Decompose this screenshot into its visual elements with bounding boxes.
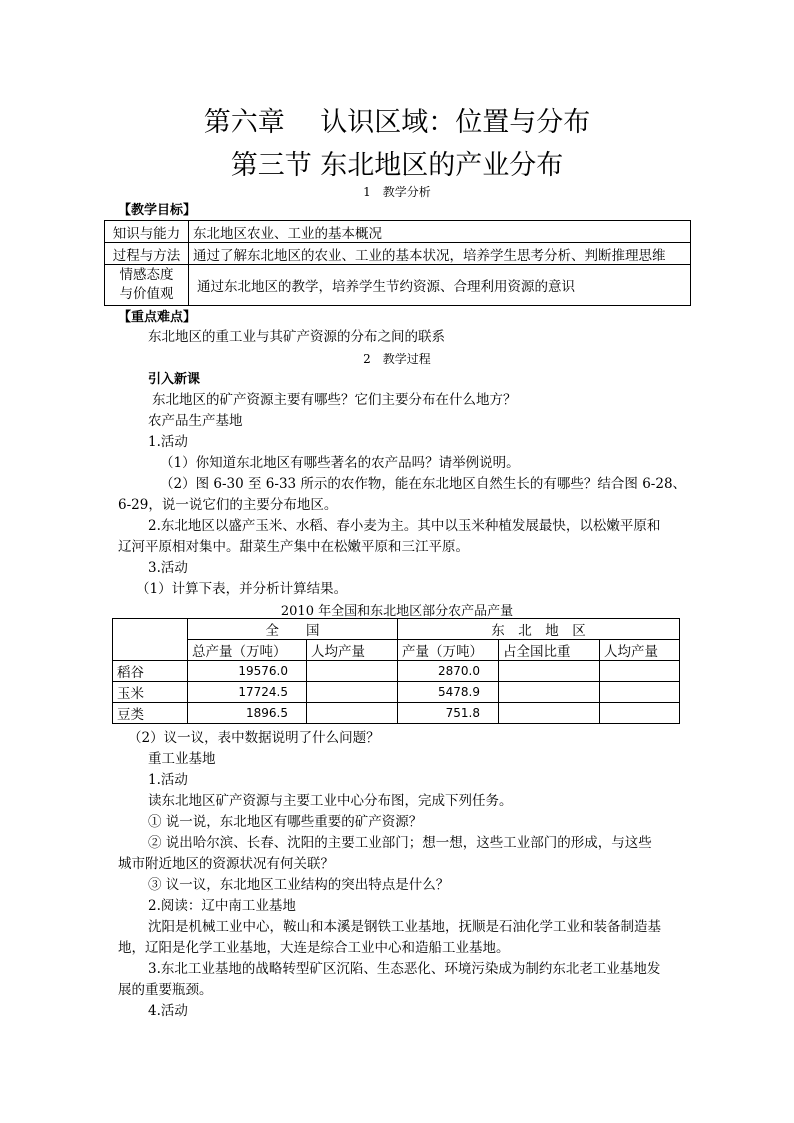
key-heading: 【重点难点】: [118, 310, 197, 325]
paragraph: 3.东北工业基地的战略转型矿区沉陷、生态恶化、环境污染成为制约东北老工业基地发: [148, 961, 661, 977]
table-row: [105, 265, 691, 306]
task-item: ② 说出哈尔滨、长春、沈阳的主要工业部门；想一想，这些工业部门的形成，与这些: [148, 835, 652, 851]
table-row: [113, 682, 680, 703]
empty-cell: [307, 661, 398, 682]
paragraph-cont: 展的重要瓶颈。: [118, 982, 213, 998]
activity-question: （2）图 6-30 至 6-33 所示的农作物，能在东北地区自然生长的有哪些？结合图 6-28、: [160, 476, 687, 492]
goal-label: [105, 265, 189, 306]
part-heading-process: 2 教学过程: [363, 352, 431, 366]
section-title: 第三节 东北地区的产业分布: [230, 150, 564, 181]
intro-heading: 引入新课: [148, 372, 201, 387]
national-output-cell: 19576.0: [188, 661, 307, 682]
intro-question: 东北地区的矿产资源主要有哪些？它们主要分布在什么地方？: [152, 392, 517, 408]
activity-question: （2）议一议，表中数据说明了什么问题？: [128, 730, 380, 746]
paragraph-cont: 地，辽阳是化学工业基地，大连是综合工业中心和造船工业基地。: [118, 940, 510, 956]
goal-label-line: 与价值观: [119, 286, 174, 302]
column-header: 占全国比重: [499, 640, 600, 661]
empty-cell: [499, 661, 600, 682]
reading-heading: 2.阅读：辽中南工业基地: [148, 898, 296, 914]
empty-cell: [499, 703, 600, 724]
goal-label: 过程与方法: [105, 243, 189, 265]
northeast-output-cell: 2870.0: [398, 661, 499, 682]
table-row: [113, 661, 680, 682]
activity-label: 4.活动: [148, 1003, 188, 1019]
row-label: 豆类: [113, 703, 188, 724]
goal-text: 东北地区农业、工业的基本概况: [189, 221, 691, 243]
production-table: [112, 618, 680, 724]
row-label: 玉米: [113, 682, 188, 703]
table-caption: 2010 年全国和东北地区部分农产品产量: [280, 604, 514, 619]
paragraph: 沈阳是机械工业中心，鞍山和本溪是钢铁工业基地，抚顺是石油化学工业和装备制造基: [148, 919, 661, 935]
goals-table: [104, 220, 691, 306]
column-header: 人均产量: [600, 640, 680, 661]
empty-cell: [499, 682, 600, 703]
goal-label: 知识与能力: [105, 221, 189, 243]
column-header: 产量（万吨）: [398, 640, 499, 661]
northeast-output-cell: 5478.9: [398, 682, 499, 703]
task-item-cont: 城市附近地区的资源状况有何关联？: [118, 856, 334, 872]
activity-question-cont: 6-29，说一说它们的主要分布地区。: [118, 497, 338, 513]
key-text: 东北地区的重工业与其矿产资源的分布之间的联系: [148, 329, 445, 345]
table-header-row: [113, 619, 680, 640]
table-row: [105, 243, 691, 265]
table-corner-cell: [113, 619, 188, 661]
paragraph: 2.东北地区以盛产玉米、水稻、春小麦为主。其中以玉米种植发展最快，以松嫩平原和: [148, 518, 661, 534]
empty-cell: [600, 703, 680, 724]
activity-label: 1.活动: [148, 772, 188, 788]
empty-cell: [307, 703, 398, 724]
activity-label: 3.活动: [148, 560, 188, 576]
table-row: [105, 221, 691, 243]
goal-text: 通过东北地区的教学，培养学生节约资源、合理利用资源的意识: [189, 265, 691, 306]
activity-instruction: 读东北地区矿产资源与主要工业中心分布图，完成下列任务。: [148, 793, 513, 809]
national-output-cell: 1896.5: [188, 703, 307, 724]
empty-cell: [600, 661, 680, 682]
part-heading-analysis: 1 教学分析: [363, 185, 431, 199]
empty-cell: [307, 682, 398, 703]
paragraph-cont: 辽河平原相对集中。甜菜生产集中在松嫩平原和三江平原。: [118, 539, 469, 555]
table-row: [113, 703, 680, 724]
goal-text: 通过了解东北地区的农业、工业的基本状况，培养学生思考分析、判断推理思维: [189, 243, 691, 265]
activity-question: （1）计算下表，并分析计算结果。: [136, 581, 348, 597]
group-header-national: 全 国: [188, 619, 398, 640]
national-output-cell: 17724.5: [188, 682, 307, 703]
chapter-title: 第六章 认识区域：位置与分布: [203, 107, 591, 138]
goals-heading: 【教学目标】: [118, 203, 197, 218]
task-item: ③ 议一议，东北地区工业结构的突出特点是什么？: [148, 877, 450, 893]
row-label: 稻谷: [113, 661, 188, 682]
empty-cell: [600, 682, 680, 703]
activity-question: （1）你知道东北地区有哪些著名的农产品吗？请举例说明。: [160, 455, 520, 471]
northeast-output-cell: 751.8: [398, 703, 499, 724]
agri-heading: 农产品生产基地: [148, 413, 243, 429]
task-item: ① 说一说，东北地区有哪些重要的矿产资源？: [148, 814, 423, 830]
column-header: 总产量（万吨）: [188, 640, 307, 661]
table-header-row: [113, 640, 680, 661]
activity-label: 1.活动: [148, 434, 188, 450]
column-header: 人均产量: [307, 640, 398, 661]
goal-label-line: 情感态度: [119, 267, 174, 283]
group-header-northeast: 东 北 地 区: [398, 619, 680, 640]
industry-heading: 重工业基地: [148, 751, 216, 767]
